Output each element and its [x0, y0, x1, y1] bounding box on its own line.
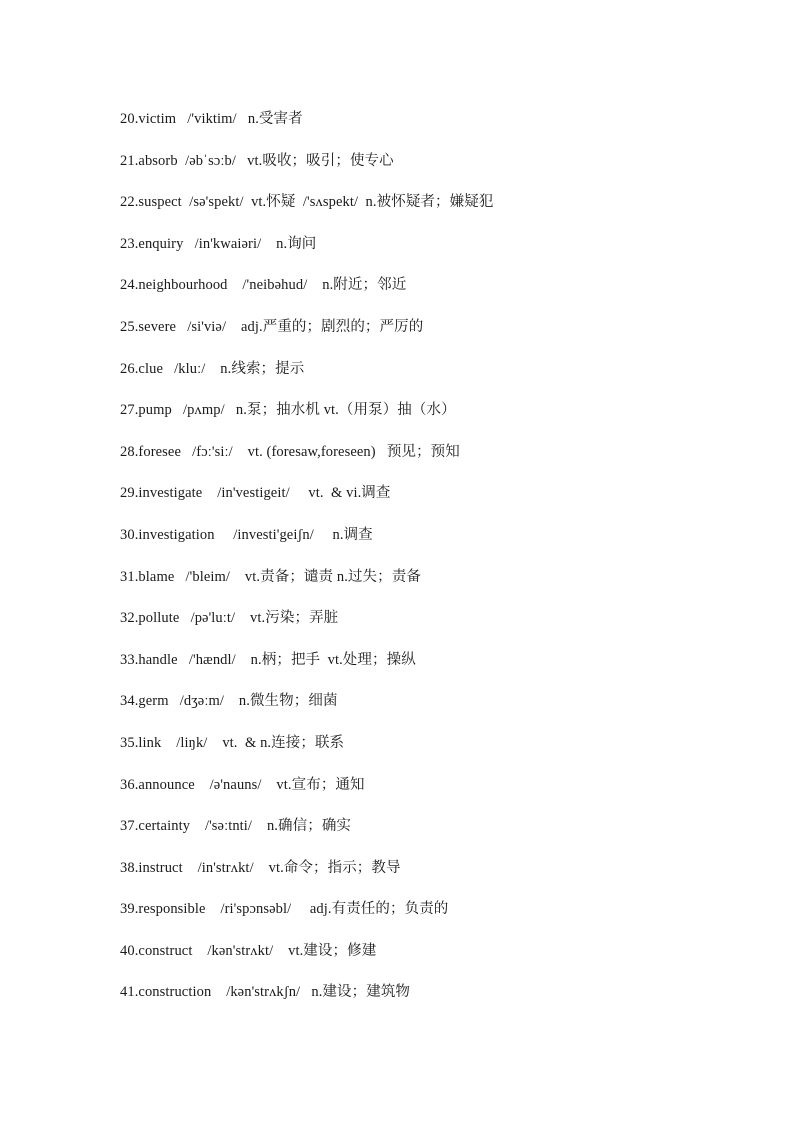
vocab-entry: [120, 981, 493, 1023]
vocab-entry: [120, 441, 493, 483]
vocab-entry-text: 30.investigation /investi'geiʃn/ n.调查: [120, 526, 373, 543]
vocab-entry-text: 40.construct /kən'strʌkt/ vt.建设；修建: [120, 942, 377, 959]
vocab-entry-text: 36.announce /ə'nauns/ vt.宣布；通知: [120, 776, 365, 793]
vocab-entry: [120, 274, 493, 316]
vocab-entry-text: 32.pollute /pə'luːt/ vt.污染；弄脏: [120, 610, 339, 627]
vocab-entry-text: 25.severe /si'viə/ adj.严重的；剧烈的；严厉的: [120, 318, 424, 335]
vocab-entry: [120, 233, 493, 275]
vocab-entry-text: 35.link /liŋk/ vt. & n.连接；联系: [120, 734, 345, 751]
vocab-entry-text: 31.blame /'bleim/ vt.责备；谴责 n.过失；责备: [120, 568, 421, 585]
vocab-entry: [120, 607, 493, 649]
vocabulary-list: [120, 108, 493, 1023]
vocab-entry-text: 26.clue /kluː/ n.线索；提示: [120, 360, 305, 377]
vocab-entry: [120, 940, 493, 982]
vocab-entry-text: 23.enquiry /in'kwaiəri/ n.询问: [120, 235, 317, 252]
vocab-entry: [120, 482, 493, 524]
vocab-entry: [120, 815, 493, 857]
vocab-entry-text: 28.foresee /fɔː'siː/ vt. (foresaw,foreseen) 预见；预知: [120, 443, 460, 460]
vocab-entry-text: 38.instruct /in'strʌkt/ vt.命令；指示；教导: [120, 859, 401, 876]
vocab-entry-text: 22.suspect /sə'spekt/ vt.怀疑 /'sʌspekt/ n.被怀疑者；嫌疑犯: [120, 194, 494, 211]
vocab-entry: [120, 566, 493, 608]
vocab-entry: [120, 358, 493, 400]
vocab-entry-text: 34.germ /dʒəːm/ n.微生物；细菌: [120, 693, 338, 710]
vocab-entry-text: 29.investigate /in'vestigeit/ vt. & vi.调查: [120, 485, 391, 502]
vocab-entry: [120, 316, 493, 358]
vocab-entry-text: 21.absorb /əbˈsɔːb/ vt.吸收；吸引；使专心: [120, 152, 394, 169]
vocab-entry: [120, 732, 493, 774]
vocab-entry: [120, 690, 493, 732]
vocab-entry-text: 24.neighbourhood /'neibəhud/ n.附近；邻近: [120, 277, 407, 294]
vocab-entry: [120, 898, 493, 940]
vocab-entry: [120, 649, 493, 691]
vocab-entry: [120, 191, 493, 233]
vocab-entry: [120, 108, 493, 150]
vocab-entry: [120, 524, 493, 566]
vocab-entry-text: 39.responsible /ri'spɔnsəbl/ adj.有责任的；负责的: [120, 901, 449, 918]
vocab-entry: [120, 399, 493, 441]
vocab-entry: [120, 150, 493, 192]
vocab-entry-text: 20.victim /'viktim/ n.受害者: [120, 111, 303, 127]
vocab-entry-text: 37.certainty /'səːtnti/ n.确信；确实: [120, 818, 352, 835]
vocab-entry-text: 27.pump /pʌmp/ n.泵；抽水机 vt.（用泵）抽（水）: [120, 402, 456, 419]
vocab-entry: [120, 857, 493, 899]
vocab-entry-text: 33.handle /'hændl/ n.柄；把手 vt.处理；操纵: [120, 651, 416, 668]
vocab-entry-text: 41.construction /kən'strʌkʃn/ n.建设；建筑物: [120, 984, 411, 1001]
vocab-entry: [120, 774, 493, 816]
